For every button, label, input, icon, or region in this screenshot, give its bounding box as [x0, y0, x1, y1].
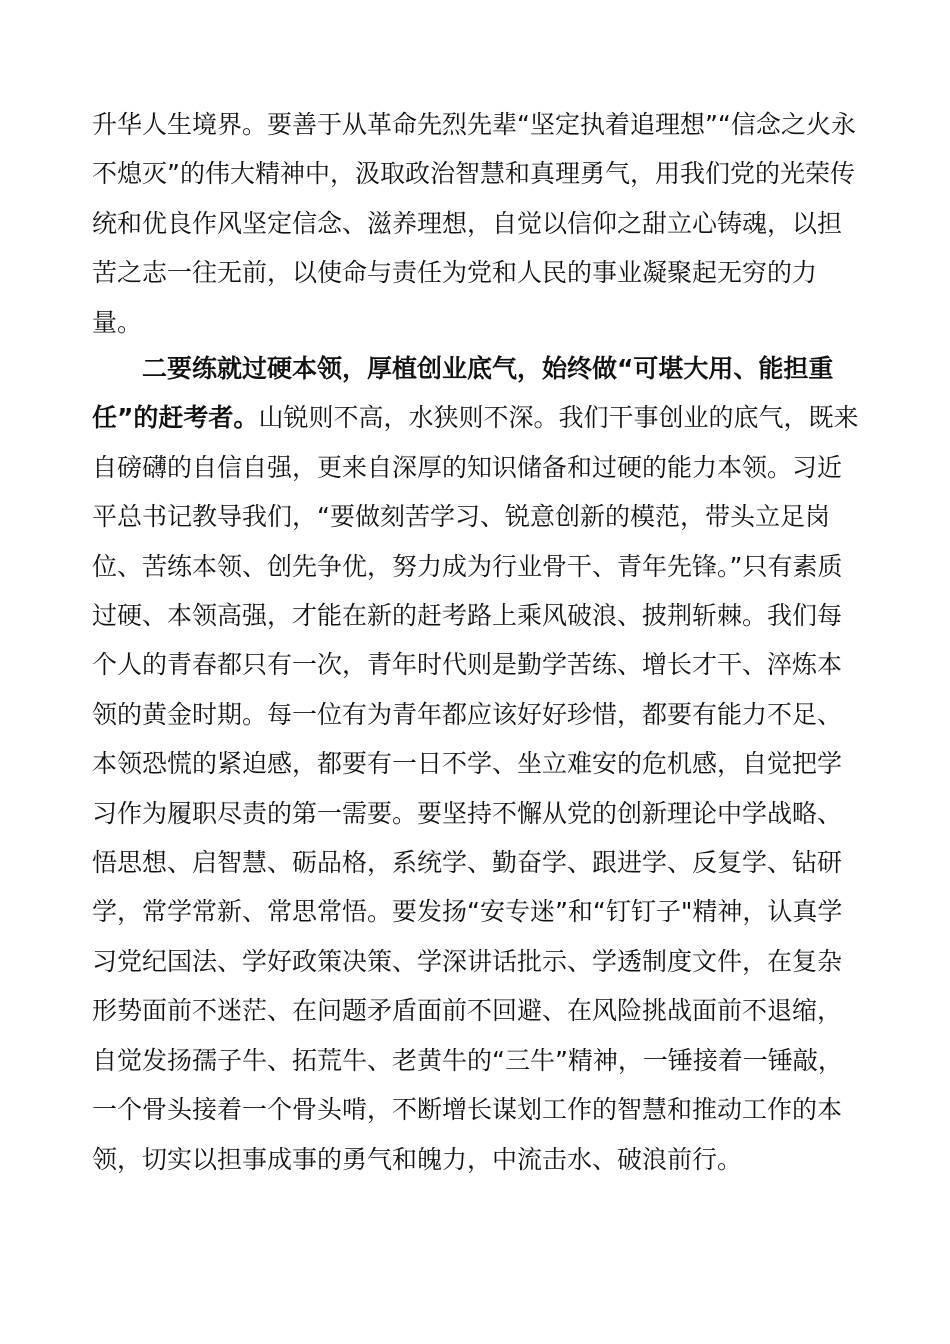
paragraph-2-body: 山锐则不高，水狭则不深。我们干事创业的底气，既来自磅礴的自信自强，更来自深厚的知识储备和过硬的能力本领。习近平总书记教导我们，“要做刻苦学习、锐意创新的模范，带头立足岗位、苦练本领、创先争优，努力成为行业骨干、青年先锋。”只有素质过硬、本领高强，才能在新的赶考路上乘风破浪、披荆斩棘。我们每个人的青春都只有一次，青年时代则是勤学苦练、增长才干、淬炼本领的黄金时期。每一位有为青年都应该好好珍惜，都要有能力不足、本领恐慌的紧迫感，都要有一日不学、坐立难安的危机感，自觉把学习作为履职尽责的第一需要。要坚持不懈从党的创新理论中学战略、悟思想、启智慧、砺品格，系统学、勤奋学、跟进学、反复学、钻研学，常学常新、常思常悟。要发扬“安专迷”和“钉钉子"精神，认真学习党纪国法、学好政策决策、学深讲话批示、学透制度文件，在复杂形势面前不迷茫、在问题矛盾面前不回避、在风险挑战面前不退缩，自觉发扬孺子牛、拓荒牛、老黄牛的“三牛”精神，一锤接着一锤敲，一个骨头接着一个骨头啃，不断增长谋划工作的智慧和推动工作的本领，切实以担事成事的勇气和魄力，中流击水、破浪前行。	[92, 403, 859, 1174]
paragraph-2	[92, 344, 860, 1184]
paragraph-2-heading: 二要练就过硬本领，厚植创业底气，始终做“可堪大用、能担重任”的赶考者。	[92, 354, 834, 433]
paragraph-1: 升华人生境界。要善于从革命先烈先辈“坚定执着追理想”“信念之火永不熄灭”的伟大精神中，汲取政治智慧和真理勇气，用我们党的光荣传统和优良作风坚定信念、滋养理想，自觉以信仰之甜立心铸魂，以担苦之志一往无前，以使命与责任为党和人民的事业凝聚起无穷的力量。	[92, 110, 856, 337]
